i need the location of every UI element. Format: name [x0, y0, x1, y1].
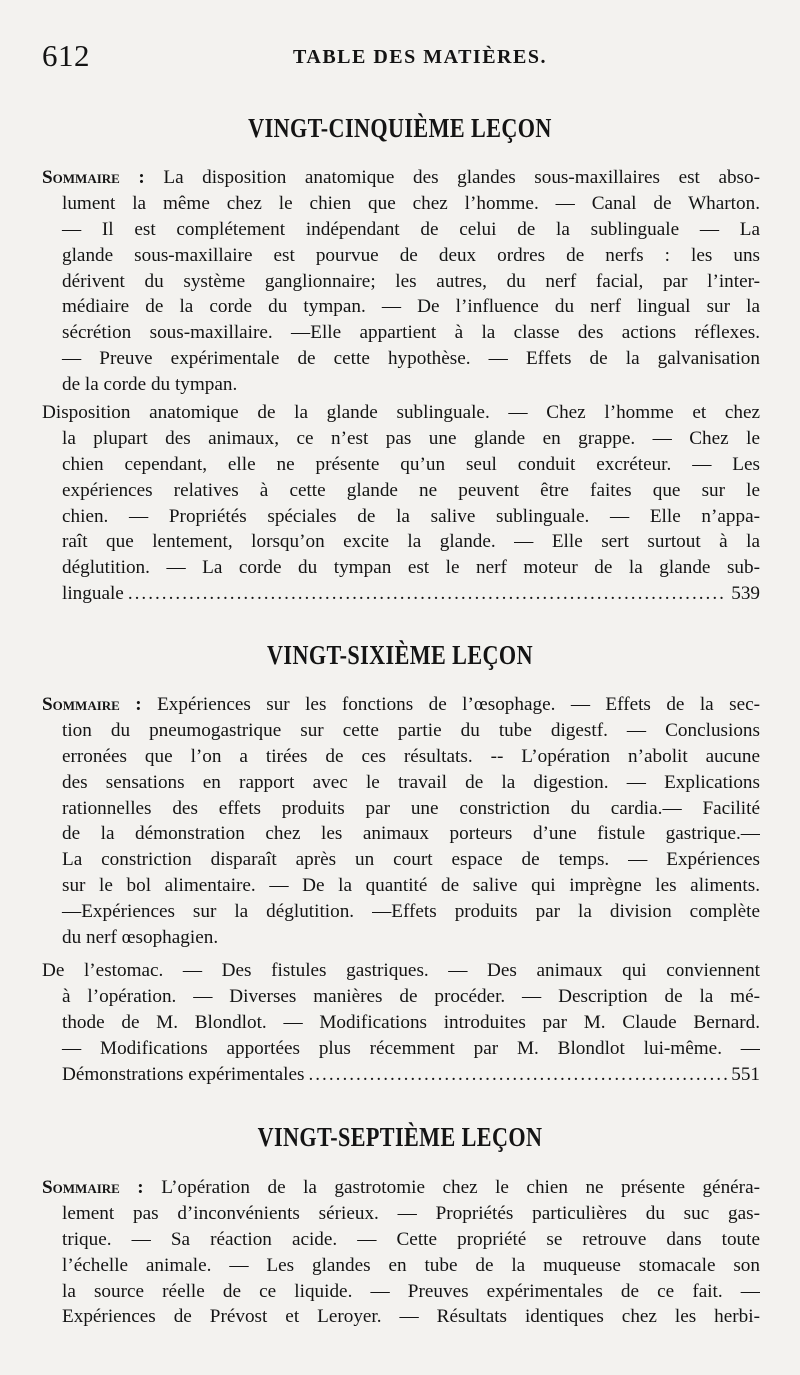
text-line: chien cependant, elle ne présente qu’un seul conduit excréteur. — Les	[62, 453, 760, 475]
text-line: de la corde du tympan.	[62, 374, 238, 396]
text-line: des sensations en rapport avec le travail de la digestion. — Explications	[62, 771, 760, 793]
text-line: à l’opération. — Diverses manières de procéder. — Description de la mé-	[62, 985, 760, 1007]
text-line: — Modifications apportées plus récemment par M. Blondlot lui-même. —	[62, 1037, 760, 1059]
toc-paragraph	[42, 400, 760, 607]
text-line: La constriction disparaît après un court espace de temps. — Expériences	[62, 849, 760, 871]
toc-page-number: 539	[731, 583, 760, 605]
text-line: raît que lentement, lorsqu’on excite la glande. — Elle sert surtout à la	[62, 531, 760, 553]
lecon-title: VINGT-CINQUIÈME LEÇON	[248, 113, 552, 143]
text-line: tion du pneumogastrique sur cette partie du tube digestf. — Conclusions	[62, 719, 760, 741]
text-line: déglutition. — La corde du tympan est le nerf moteur de la glande sub-	[62, 557, 760, 579]
text-line: expériences relatives à cette glande ne peuvent être faites que sur le	[62, 479, 760, 501]
text-line: thode de M. Blondlot. — Modifications introduites par M. Claude Bernard.	[62, 1011, 760, 1033]
text-line: sur le bol alimentaire. — De la quantité de salive qui imprègne les aliments.	[62, 875, 760, 897]
summary-paragraph	[42, 165, 760, 398]
running-head	[42, 38, 758, 78]
text-line: De l’estomac. — Des fistules gastriques. — Des animaux qui conviennent	[42, 960, 760, 981]
text-line: — Preuve expérimentale de cette hypothèse. — Effets de la galvanisation	[62, 348, 760, 370]
text-line: Sommaire : La disposition anatomique des glandes sous-maxillaires est abso-	[42, 167, 760, 188]
text-line: la plupart des animaux, ce n’est pas une glande en grappe. — Chez le	[62, 427, 760, 449]
toc-entry-line	[42, 581, 760, 607]
lecon-title: VINGT-SEPTIÈME LEÇON	[257, 1122, 543, 1152]
text-line: la source réelle de ce liquide. — Preuves expérimentales de ce fait. —	[62, 1280, 760, 1302]
text-line: Sommaire : L’opération de la gastrotomie chez le chien ne présente généra-	[42, 1177, 760, 1198]
text-line: lument la même chez le chien que chez l’homme. — Canal de Wharton.	[62, 192, 760, 214]
text-line: l’échelle animale. — Les glandes en tube de la muqueuse stomacale son	[62, 1254, 760, 1276]
toc-entry-line	[42, 1062, 760, 1088]
summary-paragraph	[42, 1175, 760, 1330]
lecon-title: VINGT-SIXIÈME LEÇON	[267, 640, 533, 670]
toc-paragraph	[42, 958, 760, 1087]
text-line: dérivent du système ganglionnaire; les autres, du nerf facial, par l’inter-	[62, 270, 760, 292]
summary-label: Sommaire :	[42, 694, 142, 715]
summary-paragraph	[42, 692, 760, 951]
text-line: Expériences de Prévost et Leroyer. — Résultats identiques chez les herbi-	[62, 1306, 760, 1328]
toc-entry-text: Démonstrations expérimentales	[62, 1063, 305, 1085]
text-line: rationnelles des effets produits par une constriction du cardia.— Facilité	[62, 797, 760, 819]
summary-label: Sommaire :	[42, 1177, 144, 1198]
text-line: du nerf œsophagien.	[62, 927, 219, 949]
leader-dots	[128, 581, 727, 607]
text-line: Disposition anatomique de la glande sublinguale. — Chez l’homme et chez	[42, 402, 760, 423]
text-line: erronées que l’on a tirées de ces résultats. -- L’opération n’abolit aucune	[62, 745, 760, 767]
text-line: lement pas d’inconvénients sérieux. — Propriétés particulières du suc gas-	[62, 1202, 760, 1224]
text-line: — Il est complétement indépendant de celui de la sublinguale — La	[62, 218, 760, 240]
text-line: —Expériences sur la déglutition. —Effets produits par la division complète	[62, 901, 760, 923]
leader-dots	[308, 1062, 727, 1088]
summary-label: Sommaire :	[42, 167, 145, 188]
text-line: chien. — Propriétés spéciales de la salive sublinguale. — Elle n’appa-	[62, 505, 760, 527]
running-title: TABLE DES MATIÈRES.	[293, 46, 547, 68]
toc-entry-text: linguale	[62, 583, 124, 605]
text-line: trique. — Sa réaction acide. — Cette propriété se retrouve dans toute	[62, 1228, 760, 1250]
text-line: sécrétion sous-maxillaire. —Elle appartient à la classe des actions réflexes.	[62, 322, 760, 344]
text-line: Sommaire : Expériences sur les fonctions de l’œsophage. — Effets de la sec-	[42, 694, 760, 715]
toc-page-number: 551	[731, 1063, 760, 1085]
text-line: de la démonstration chez les animaux porteurs d’une fistule gastrique.—	[62, 823, 760, 845]
text-line: médiaire de la corde du tympan. — De l’influence du nerf lingual sur la	[62, 296, 760, 318]
text-line: glande sous-maxillaire est pourvue de deux ordres de nerfs : les uns	[62, 244, 760, 266]
page-number: 612	[42, 38, 90, 73]
